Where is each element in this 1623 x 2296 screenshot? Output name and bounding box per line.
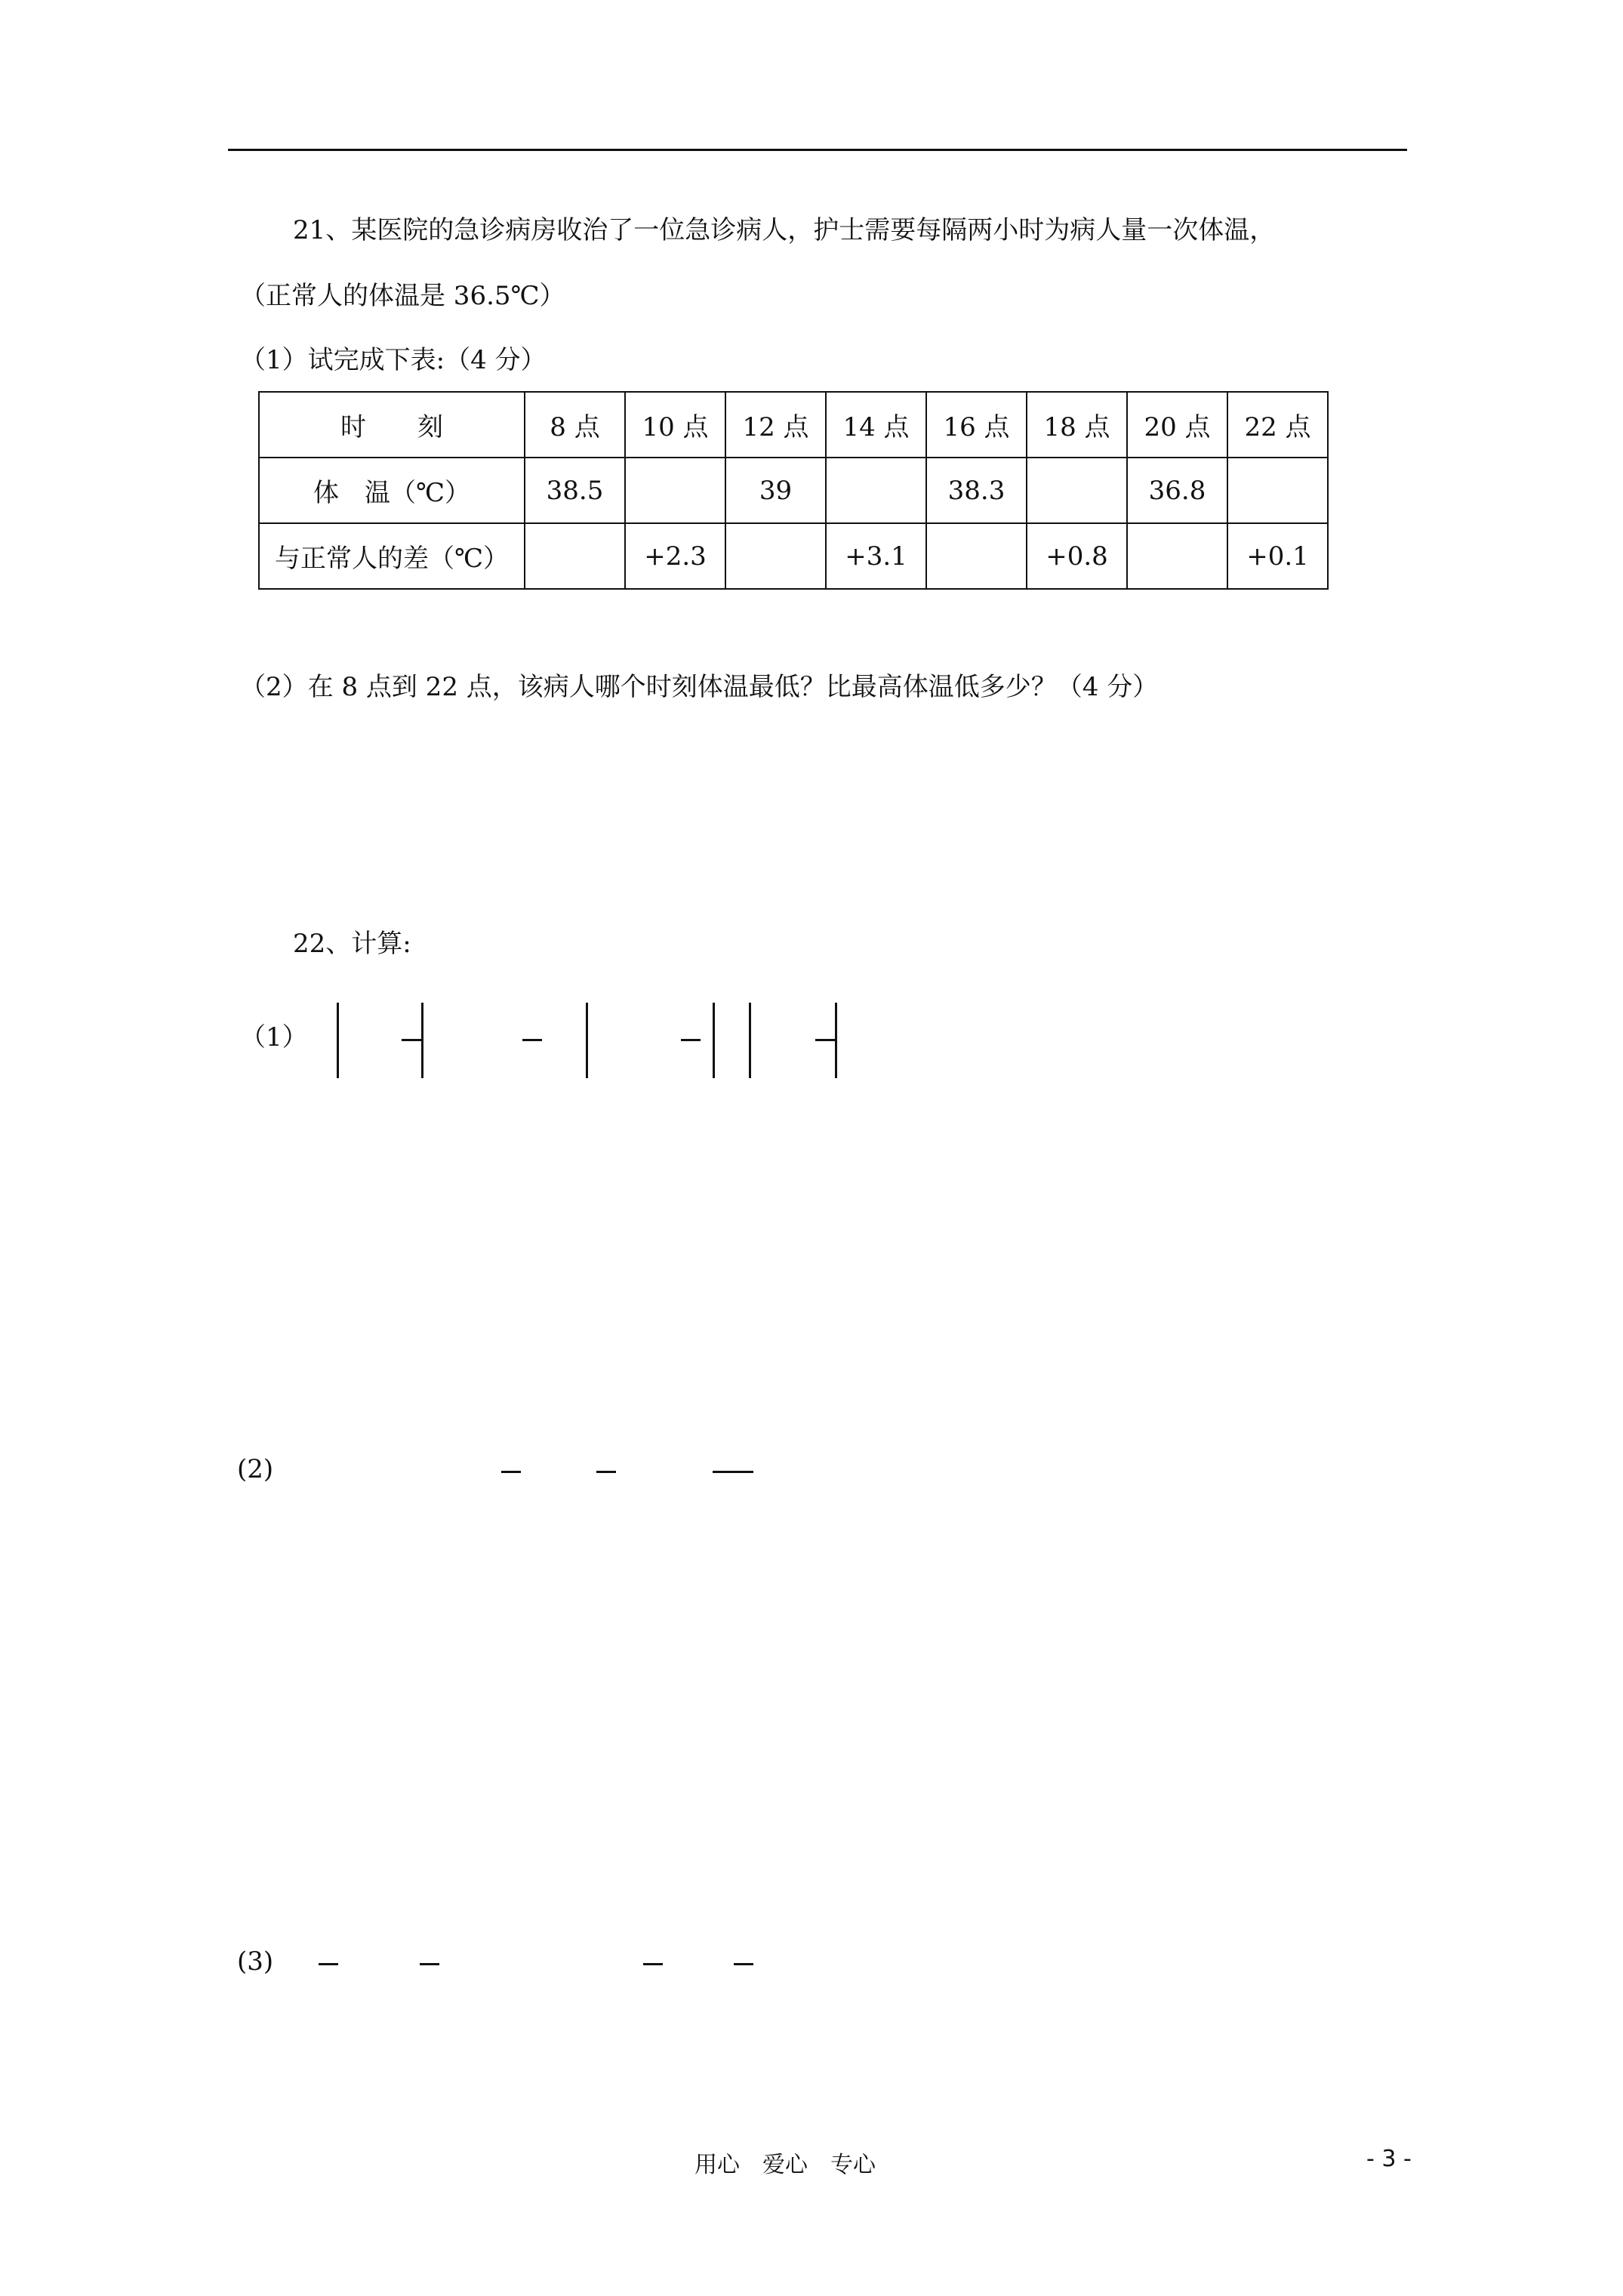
- q22-title: 22、计算:: [293, 929, 411, 959]
- q22-item3-label: (3): [237, 1946, 274, 1977]
- q21-part1: （1）试完成下表:（4 分）: [240, 345, 547, 375]
- time-cell: 14 点: [826, 392, 926, 458]
- row-header-difference: 与正常人的差（℃）: [259, 523, 525, 589]
- absolute-value-bar: [749, 1003, 751, 1078]
- fraction-bar: [319, 1963, 338, 1965]
- temperature-cell: 38.5: [525, 458, 625, 523]
- table-row: [259, 458, 1328, 523]
- page-number: - 3 -: [1366, 2146, 1412, 2172]
- time-cell: 18 点: [1027, 392, 1127, 458]
- difference-cell: [926, 523, 1027, 589]
- header-rule: [228, 149, 1407, 151]
- row-header-temperature: 体 温（℃）: [259, 458, 525, 523]
- fraction-bar: [713, 1471, 753, 1473]
- row-header-time: 时 刻: [259, 392, 525, 458]
- difference-cell: +0.8: [1027, 523, 1127, 589]
- footer-motto: 用心 爱心 专心: [694, 2152, 876, 2178]
- q21-line1: 21、某医院的急诊病房收治了一位急诊病人，护士需要每隔两小时为病人量一次体温，: [293, 215, 1276, 245]
- fraction-bar: [596, 1471, 616, 1473]
- q21-line2: （正常人的体温是 36.5℃）: [240, 281, 565, 311]
- time-cell: 20 点: [1127, 392, 1227, 458]
- time-cell: 10 点: [625, 392, 725, 458]
- fraction-bar: [501, 1471, 521, 1473]
- difference-cell: +0.1: [1227, 523, 1328, 589]
- difference-cell: [525, 523, 625, 589]
- temperature-table: [258, 391, 1329, 590]
- temperature-cell: [826, 458, 926, 523]
- absolute-value-bar: [835, 1003, 837, 1078]
- absolute-value-bar: [421, 1003, 423, 1078]
- temperature-cell: 36.8: [1127, 458, 1227, 523]
- absolute-value-bar: [713, 1003, 715, 1078]
- fraction-bar: [681, 1039, 701, 1041]
- fraction-bar: [522, 1039, 542, 1041]
- time-cell: 22 点: [1227, 392, 1328, 458]
- difference-cell: +3.1: [826, 523, 926, 589]
- q21-part2: （2）在 8 点到 22 点，该病人哪个时刻体温最低？比最高体温低多少？（4 分）: [240, 672, 1159, 702]
- fraction-bar: [420, 1963, 439, 1965]
- time-cell: 8 点: [525, 392, 625, 458]
- absolute-value-bar: [337, 1003, 339, 1078]
- fraction-bar: [734, 1963, 753, 1965]
- absolute-value-bar: [586, 1003, 588, 1078]
- q22-item2-label: (2): [237, 1454, 274, 1484]
- time-cell: 12 点: [725, 392, 826, 458]
- fraction-bar: [402, 1039, 421, 1041]
- table-row: [259, 392, 1328, 458]
- difference-cell: +2.3: [625, 523, 725, 589]
- temperature-cell: 39: [725, 458, 826, 523]
- temperature-cell: [1227, 458, 1328, 523]
- temperature-cell: 38.3: [926, 458, 1027, 523]
- time-cell: 16 点: [926, 392, 1027, 458]
- difference-cell: [1127, 523, 1227, 589]
- difference-cell: [725, 523, 826, 589]
- temperature-cell: [1027, 458, 1127, 523]
- temperature-cell: [625, 458, 725, 523]
- fraction-bar: [643, 1963, 663, 1965]
- q22-item1-label: （1）: [240, 1022, 308, 1052]
- table-row: [259, 523, 1328, 589]
- fraction-bar: [815, 1039, 835, 1041]
